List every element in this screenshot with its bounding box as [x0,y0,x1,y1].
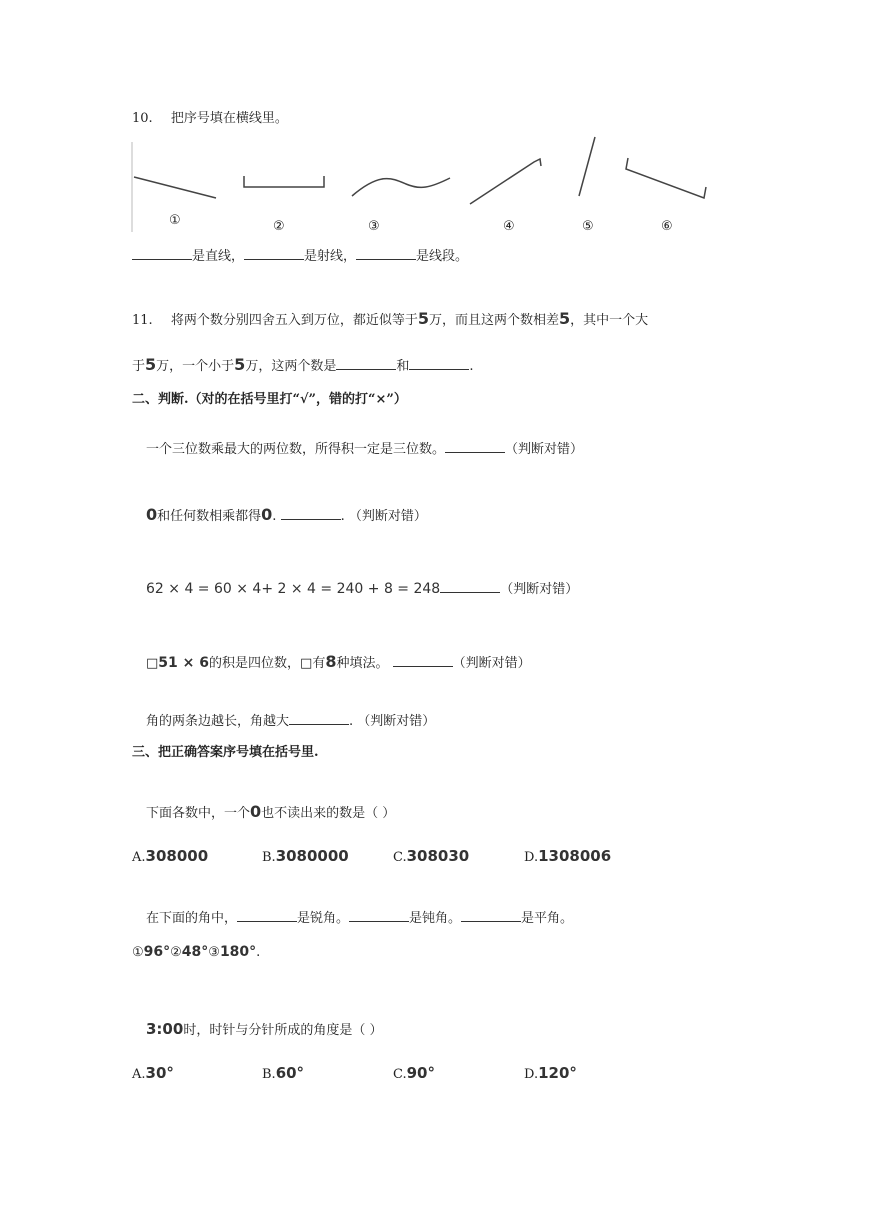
choice-q3-time: 3:00 [146,1020,184,1038]
choice-q1-option-b[interactable] [262,847,349,865]
judge-3-expression: 62 × 4 = 60 × 4+ 2 × 4 = 240 + 8 = 248 [146,581,441,597]
answer-text-2: 是射线， [304,249,357,264]
choice-q2-text-c: 是钝角。 [409,911,462,926]
figure-label-4: ④ [503,219,515,234]
section3-heading: 三、把正确答案序号填在括号里. [132,745,319,760]
option-label: B. [262,850,276,865]
judge-5-blank[interactable] [289,712,349,725]
answer-text-1: 是直线， [192,249,245,264]
judge-2-num-1: 0 [146,505,158,524]
q10-number: 10. [132,111,153,126]
angle-mark-2: ② [170,945,182,960]
judge-1-blank[interactable] [445,440,505,453]
angle-value-1: 96° [143,944,171,960]
judge-4-num: 8 [325,652,337,671]
option-value: 308000 [145,847,209,865]
judge-3-blank[interactable] [440,580,500,593]
option-label: C. [393,850,407,865]
q11-text-h: . [469,359,474,374]
choice-q2-blank-1[interactable] [237,909,297,922]
judge-4-text-a: 的积是四位数， [209,656,301,671]
judge-1-text: 一个三位数乘最大的两位数，所得积一定是三位数。 [146,442,446,457]
choice-q2-text-d: 是平角。 [521,911,574,926]
figure-5-line [579,137,595,196]
choice-q1-option-c[interactable] [393,847,469,865]
q11-num-4: 5 [234,355,246,374]
choice-q1 [146,802,395,821]
judge-2-blank[interactable] [281,507,341,520]
option-value: 120° [538,1064,577,1082]
figure-label-1: ① [169,213,181,228]
judge-4-blank[interactable] [393,654,453,667]
q11-text-c: ，其中一个大 [570,313,649,328]
choice-q1-num: 0 [250,802,262,821]
option-value: 1308006 [538,847,612,865]
judge-2-text: 和任何数相乘都得 [157,509,262,524]
option-value: 3080000 [275,847,349,865]
choice-q2-blank-2[interactable] [349,909,409,922]
q11-text-e: 万，一个小于 [156,359,235,374]
judge-2-suffix: （判断对错） [348,509,427,524]
q11-number: 11. [132,313,153,328]
q11-text-b: 万，而且这两个数相差 [428,313,559,328]
judge-4-text-c: 种填法。 [336,656,389,671]
figure-label-5: ⑤ [582,219,594,234]
choice-q2 [146,907,573,926]
judge-5-text: 角的两条边越长，角越大 [146,714,290,729]
blank-straight-line[interactable] [132,247,192,260]
q11-line-2 [132,355,473,374]
q11-num-3: 5 [145,355,157,374]
q11-text-d: 于 [132,359,146,374]
q10-title: 把序号填在横线里。 [170,111,288,126]
blank-ray[interactable] [244,247,304,260]
figure-label-2: ② [273,219,285,234]
angle-value-2: 48° [181,944,209,960]
choice-q2-text-a: 在下面的角中， [146,911,238,926]
judge-1-suffix: （判断对错） [505,442,584,457]
angle-value-3: 180° [219,944,257,960]
option-label: A. [132,850,146,865]
judge-item-5 [146,710,435,729]
judge-2-period-2: . [340,509,345,524]
figure-3-curve [352,178,450,196]
choice-q3-option-c[interactable] [393,1064,435,1082]
q11-blank-2[interactable] [409,357,469,370]
choice-q2-angles [132,944,260,960]
q11-num-2: 5 [559,309,571,328]
judge-4-box-2: □ [300,656,313,671]
blank-segment[interactable] [356,247,416,260]
angle-mark-1: ① [132,945,144,960]
judge-item-3 [146,578,578,597]
choice-q1-option-a[interactable] [132,847,208,865]
judge-item-2 [146,505,427,524]
q11-text-g: 和 [396,359,410,374]
q11-text-a: 将两个数分别四舍五入到万位，都近似等于 [170,313,418,328]
choice-q3-option-b[interactable] [262,1064,304,1082]
choice-q2-blank-3[interactable] [461,909,521,922]
option-value: 30° [145,1064,174,1082]
choice-q3-option-d[interactable] [524,1064,577,1082]
judge-item-1 [146,438,583,457]
choice-q2-text-b: 是锐角。 [297,911,350,926]
option-label: B. [262,1067,276,1082]
judge-2-num-2: 0 [261,505,273,524]
angle-mark-3: ③ [208,945,220,960]
figure-4-ray [470,159,541,204]
judge-4-text-b: 有 [312,656,326,671]
choice-q3 [146,1019,382,1038]
option-value: 60° [275,1064,305,1082]
angle-line-end: . [256,945,261,960]
q11-num-1: 5 [417,309,429,328]
figure-label-3: ③ [368,219,380,234]
q11-blank-1[interactable] [336,357,396,370]
figure-label-6: ⑥ [661,219,673,234]
option-label: C. [393,1067,407,1082]
choice-q1-text-a: 下面各数中，一个 [146,806,251,821]
option-label: A. [132,1067,146,1082]
choice-q1-option-d[interactable] [524,847,611,865]
option-value: 90° [406,1064,435,1082]
judge-5-period: . [349,714,354,729]
option-label: D. [524,850,539,865]
judge-2-period: . [272,509,277,524]
q11-text-f: 万，这两个数是 [245,359,337,374]
choice-q1-text-b: 也不读出来的数是（ ） [261,806,396,821]
figure-6-segment [626,158,706,198]
q11-line-1 [132,309,648,328]
q10-header [132,107,288,126]
judge-4-box: □ [146,656,159,671]
judge-3-suffix: （判断对错） [500,582,579,597]
judge-5-suffix: （判断对错） [357,714,436,729]
option-label: D. [524,1067,539,1082]
judge-4-suffix: （判断对错） [452,656,531,671]
section2-heading: 二、判断.（对的在括号里打“√”，错的打“×”） [132,392,407,407]
q10-figure [130,132,720,242]
figure-2-segment [244,176,324,187]
q10-answer-line [132,245,468,264]
option-value: 308030 [406,847,470,865]
figure-1-straight-line [134,177,216,198]
judge-item-4 [146,652,531,671]
choice-q3-option-a[interactable] [132,1064,174,1082]
answer-text-3: 是线段。 [416,249,469,264]
judge-4-expression: 51 × 6 [158,655,209,671]
choice-q3-text: 时，时针与分针所成的角度是（ ） [183,1023,383,1038]
